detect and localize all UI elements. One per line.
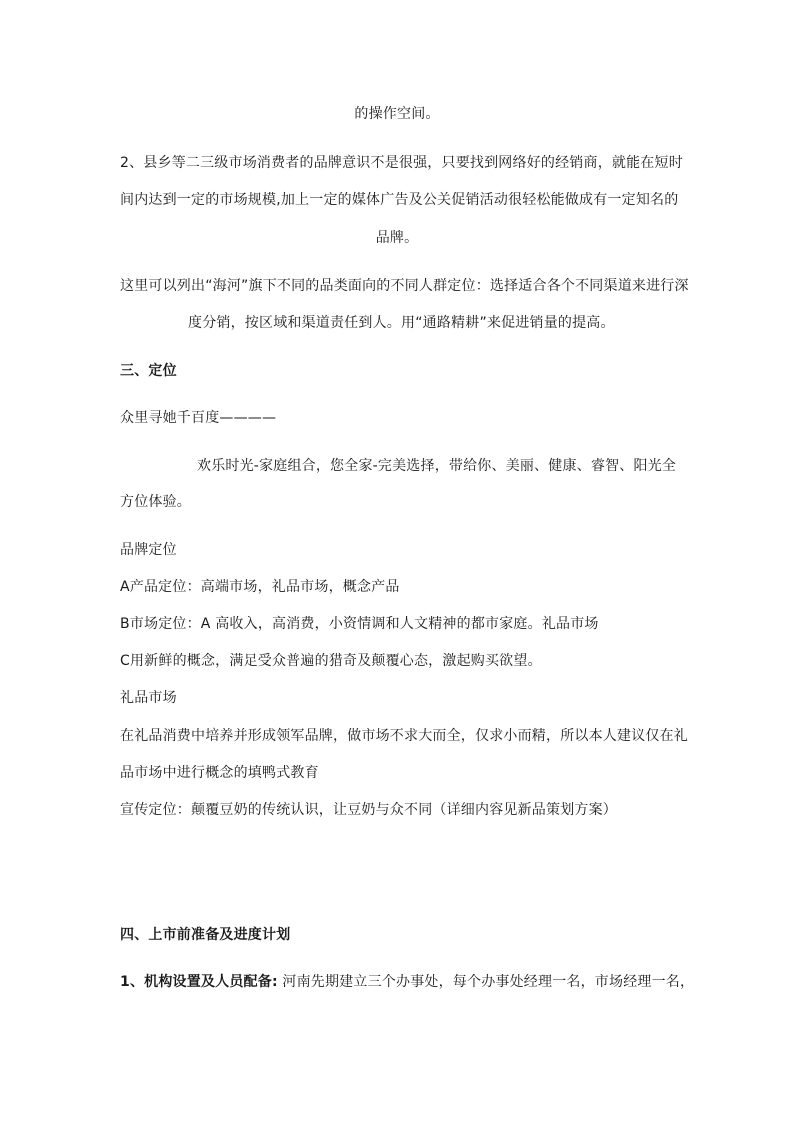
- paragraph-line: 这里可以列出“海河”旗下不同的品类面向的不同人群定位：选择适合各个不同渠道来进行深: [120, 278, 689, 294]
- paragraph-line: 方位体验。: [120, 494, 191, 510]
- paragraph-line: 2、县乡等二三级市场消费者的品牌意识不是很强，只要找到网络好的经销商，就能在短时: [120, 155, 683, 171]
- paragraph-line: 礼品市场: [120, 690, 177, 706]
- paragraph-line: 品牌。: [375, 230, 419, 246]
- paragraph-line: B市场定位：A 高收入，高消费，小资情调和人文精神的都市家庭。礼品市场: [120, 616, 599, 632]
- paragraph-line: A产品定位：高端市场，礼品市场，概念产品: [120, 579, 400, 595]
- paragraph-line: C用新鲜的概念，满足受众普遍的猎奇及颠覆心态，激起购买欲望。: [120, 653, 542, 669]
- item-text: 河南先期建立三个办事处，每个办事处经理一名，市场经理一名，: [277, 974, 695, 990]
- item-label: 1、机构设置及人员配备:: [120, 974, 278, 990]
- paragraph-line: 欢乐时光-家庭组合，您全家-完美选择，带给你、美丽、健康、睿智、阳光全: [197, 458, 677, 474]
- paragraph-line: [120, 972, 694, 992]
- paragraph-line: 众里寻她千百度————: [120, 410, 277, 426]
- paragraph-line: 间内达到一定的市场规模,加上一定的媒体广告及公关促销活动很轻松能做成有一定知名的: [120, 192, 679, 208]
- paragraph-line: 在礼品消费中培养并形成领军品牌，做市场不求大而全，仅求小而精，所以本人建议仅在礼: [120, 728, 688, 744]
- paragraph-continuation: 的操作空间。: [354, 106, 440, 122]
- paragraph-line: 度分销，按区域和渠道责任到人。用“通路精耕”来促进销量的提高。: [188, 315, 615, 331]
- paragraph-line: 品市场中进行概念的填鸭式教育: [120, 765, 319, 781]
- paragraph-line: 宣传定位：颠覆豆奶的传统认识，让豆奶与众不同（详细内容见新品策划方案）: [120, 802, 617, 818]
- paragraph-line: 品牌定位: [120, 542, 177, 558]
- section-heading: 四、上市前准备及进度计划: [120, 927, 291, 943]
- section-heading: 三、定位: [120, 363, 177, 379]
